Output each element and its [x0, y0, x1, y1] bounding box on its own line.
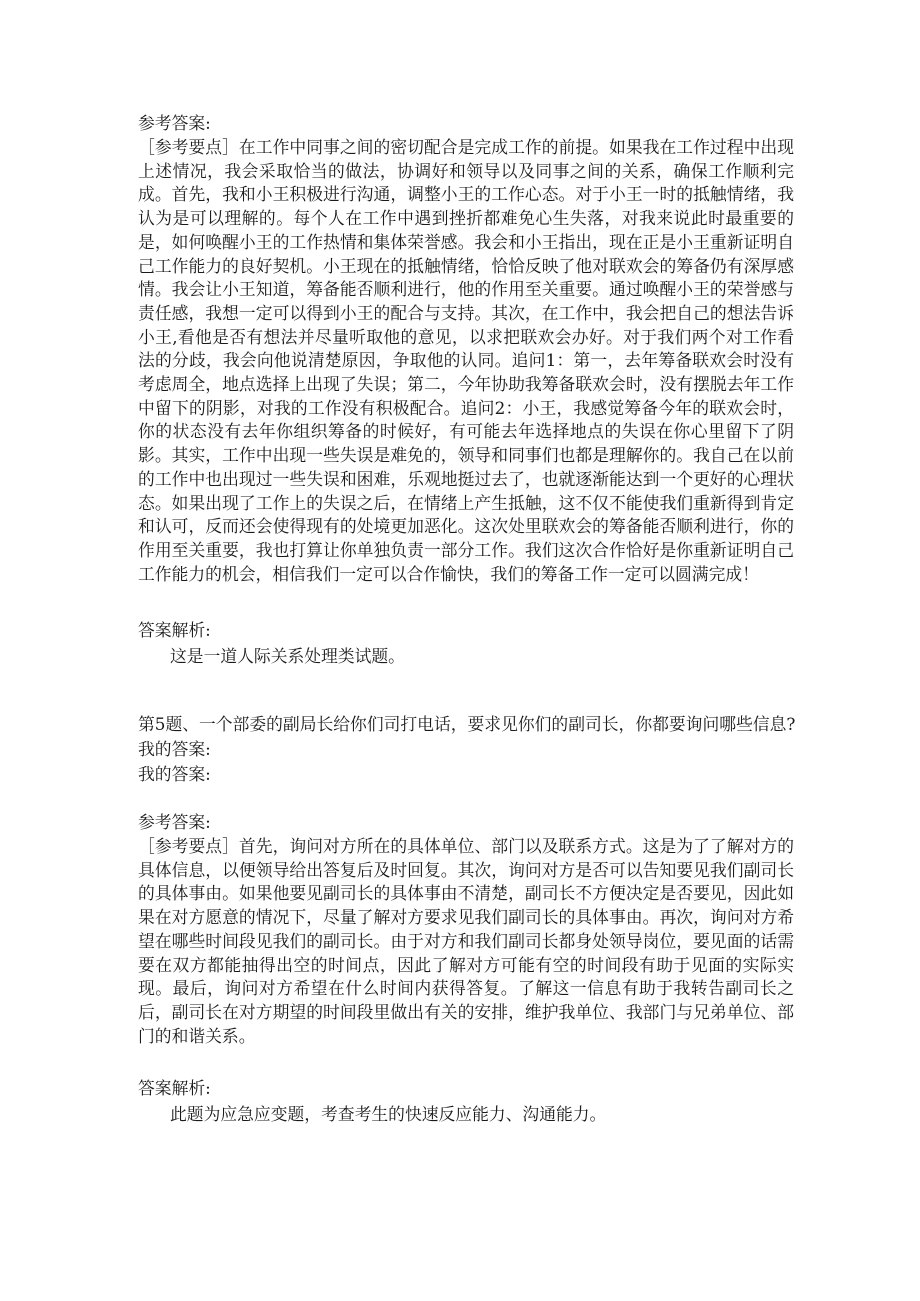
reference-answer-label: 参考答案: — [138, 812, 211, 832]
answer-analysis-text: 此题为应急应变题，考查考生的快速反应能力、沟通能力。 — [170, 1104, 607, 1124]
reference-answer-text: ［参考要点］在工作中同事之间的密切配合是完成工作的前提。如果我在工作过程中出现上述情况，我会采取恰当的做法，协调好和领导以及同事之间的关系，确保工作顺利完成。首先，我和小王积极进行沟通，调整小王的工作心态。对于小王一时的抵触情绪，我认为是可以理解的。每个人在工作中遇到挫折都难免心生失落，对我来说此时最重要的是，如何唤醒小王的工作热情和集体荣誉感。我会和小王指出，现在正是小王重新证明自己工作能力的良好契机。小王现在的抵触情绪，恰恰反映了他对联欢会的筹备仍有深厚感情。我会让小王知道，筹备能否顺利进行，他的作用至关重要。通过唤醒小王的荣誉感与责任感，我想一定可以得到小王的配合与支持。其次，在工作中，我会把自己的想法告诉小王,看他是否有想法并尽量听取他的意见，以求把联欢会办好。对于我们两个对工作看法的分歧，我会向他说清楚原因，争取他的认同。追问1：第一，去年筹备联欢会时没有考虑周全，地点选择上出现了失误；第二，今年协助我筹备联欢会时，没有摆脱去年工作中留下的阴影，对我的工作没有积极配合。追问2：小王，我感觉筹备今年的联欢会时，你的状态没有去年你组织筹备的时候好，有可能去年选择地点的失误在你心里留下了阴影。其实，工作中出现一些失误是难免的，领导和同事们也都是理解你的。我自己在以前的工作中也出现过一些失误和困难，乐观地挺过去了，也就逐渐能达到一个更好的心理状态。如果出现了工作上的失误之后，在情绪上产生抵触，这不仅不能使我们重新得到肯定和认可，反而还会使得现有的处境更加恶化。这次处里联欢会的筹备能否顺利进行，你的作用至关重要，我也打算让你单独负责一部分工作。我们这次合作恰好是你重新证明自己工作能力的机会，相信我们一定可以合作愉快，我们的筹备工作一定可以圆满完成！ — [138, 137, 794, 584]
my-answer-label: 我的答案: — [138, 764, 211, 784]
answer-analysis-label: 答案解析: — [138, 1078, 211, 1098]
reference-answer-label: 参考答案: — [138, 113, 211, 133]
question-5-title: 第5题、一个部委的副局长给你们司打电话，要求见你们的副司长，你都要询问哪些信息? — [138, 714, 796, 734]
reference-answer-text: ［参考要点］首先，询问对方所在的具体单位、部门以及联系方式。这是为了了解对方的具体信息，以便领导给出答复后及时回复。其次，询问对方是否可以告知要见我们副司长的具体事由。如果他要见副司长的具体事由不清楚，副司长不方便决定是否要见，因此如果在对方愿意的情况下，尽量了解对方要求见我们副司长的具体事由。再次，询问对方希望在哪些时间段见我们的副司长。由于对方和我们副司长都身处领导岗位，要见面的话需要在双方都能抽得出空的时间点，因此了解对方可能有空的时间段有助于见面的实际实现。最后，询问对方希望在什么时间内获得答复。了解这一信息有助于我转告副司长之后，副司长在对方期望的时间段里做出有关的安排，维护我单位、我部门与兄弟单位、部门的和谐关系。 — [138, 836, 794, 1046]
answer-analysis-label: 答案解析: — [138, 620, 211, 640]
answer-analysis-text: 这是一道人际关系处理类试题。 — [170, 646, 405, 666]
my-answer-label: 我的答案: — [138, 739, 211, 759]
